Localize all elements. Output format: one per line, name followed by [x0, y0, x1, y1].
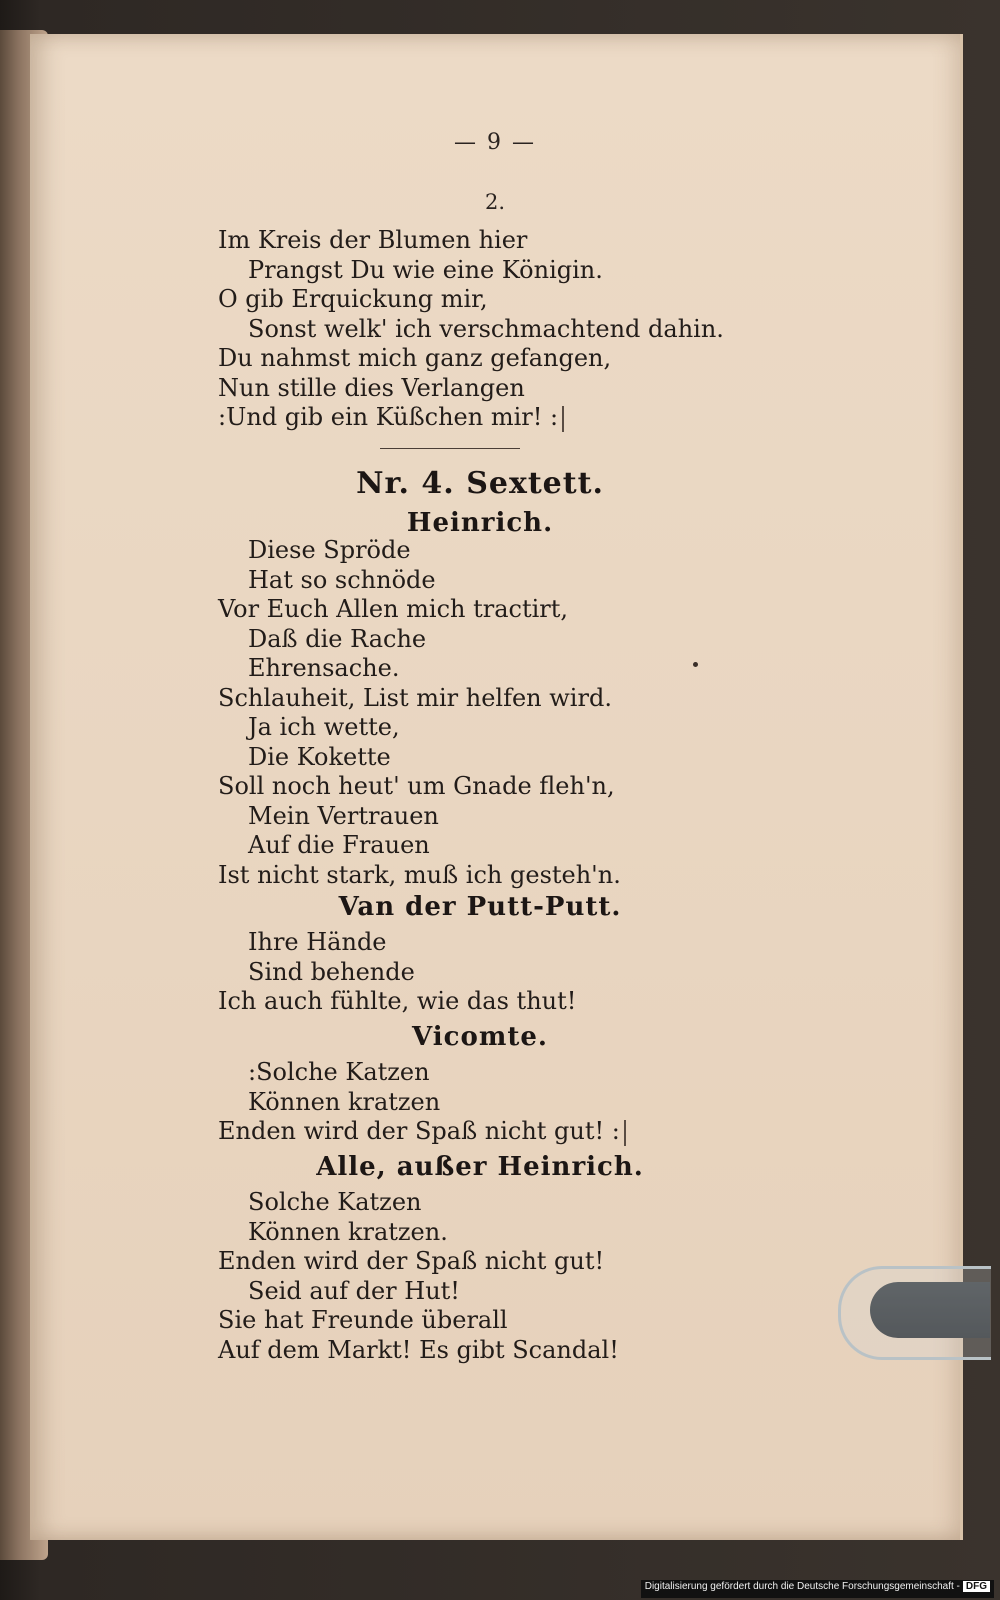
verse-line: Im Kreis der Blumen hier	[218, 226, 528, 254]
verse-line-text: :Und gib ein Küßchen mir! :	[218, 403, 559, 431]
section-divider	[380, 448, 520, 449]
verse-line: Sie hat Freunde überall	[218, 1306, 508, 1334]
verse-line: :Solche Katzen	[248, 1058, 430, 1086]
verse-line: Die Kokette	[248, 742, 391, 771]
verse-line: Soll noch heut' um Gnade fleh'n,	[218, 772, 615, 800]
verse-line: Sonst welk' ich verschmachtend dahin.	[248, 314, 724, 343]
verse-line: Mein Vertrauen	[248, 801, 439, 830]
credit-text: Digitalisierung gefördert durch die Deutsche Forschungsgemeinschaft -	[644, 1581, 960, 1592]
verse-line: Auf dem Markt! Es gibt Scandal!	[218, 1335, 619, 1364]
page-number: — 9 —	[454, 130, 536, 155]
verse-line: Ehrensache.	[248, 654, 400, 682]
verse-line: Ich auch fühlte, wie das thut!	[218, 987, 577, 1015]
verse-line: Können kratzen.	[248, 1217, 448, 1246]
book-page	[30, 34, 963, 1540]
verse-line: Daß die Rache	[248, 624, 427, 653]
speaker-alle: Alle, außer Heinrich.	[316, 1152, 644, 1182]
verse-line: Können kratzen	[248, 1087, 441, 1116]
van-lines	[218, 928, 778, 1017]
verse-line: Ist nicht stark, muß ich gesteh'n.	[218, 860, 621, 889]
verse-line: Hat so schnöde	[248, 565, 436, 594]
verse-line: Prangst Du wie eine Königin.	[248, 255, 603, 284]
speaker-heinrich: Heinrich.	[406, 508, 554, 538]
dfg-logo: DFG	[963, 1581, 990, 1592]
verse-line: Auf die Frauen	[248, 831, 430, 859]
ink-speck	[693, 662, 698, 667]
verse-number: 2.	[484, 190, 506, 214]
verse-line-repeat	[218, 403, 778, 433]
verse-line: Sind behende	[248, 957, 415, 986]
heinrich-lines	[218, 536, 778, 890]
alle-lines	[218, 1188, 778, 1365]
verse-line: Enden wird der Spaß nicht gut!	[218, 1247, 605, 1275]
vicomte-lines	[218, 1058, 778, 1147]
speaker-vicomte: Vicomte.	[412, 1022, 548, 1052]
verse-line: Ihre Hände	[248, 928, 387, 956]
verse-line-text: Enden wird der Spaß nicht gut! :	[218, 1117, 620, 1145]
verse-line: O gib Erquickung mir,	[218, 285, 488, 313]
paper-clip	[838, 1266, 991, 1360]
digitization-credit	[641, 1580, 994, 1598]
verse-line: Schlauheit, List mir helfen wird.	[218, 683, 612, 712]
verse-line: Ja ich wette,	[248, 713, 400, 741]
verse-block	[218, 226, 778, 433]
verse-line: Du nahmst mich ganz gefangen,	[218, 344, 612, 372]
verse-line: Solche Katzen	[248, 1188, 422, 1216]
speaker-van-der-putt-putt: Van der Putt-Putt.	[338, 892, 622, 922]
verse-line: Vor Euch Allen mich tractirt,	[218, 595, 569, 623]
verse-line-repeat	[218, 1117, 778, 1147]
verse-line: Nun stille dies Verlangen	[218, 373, 525, 402]
repeat-sign	[624, 1120, 626, 1146]
section-title: Nr. 4. Sextett.	[356, 466, 604, 501]
verse-line: Diese Spröde	[248, 536, 411, 564]
verse-line: Seid auf der Hut!	[248, 1276, 460, 1305]
repeat-sign	[562, 406, 564, 432]
